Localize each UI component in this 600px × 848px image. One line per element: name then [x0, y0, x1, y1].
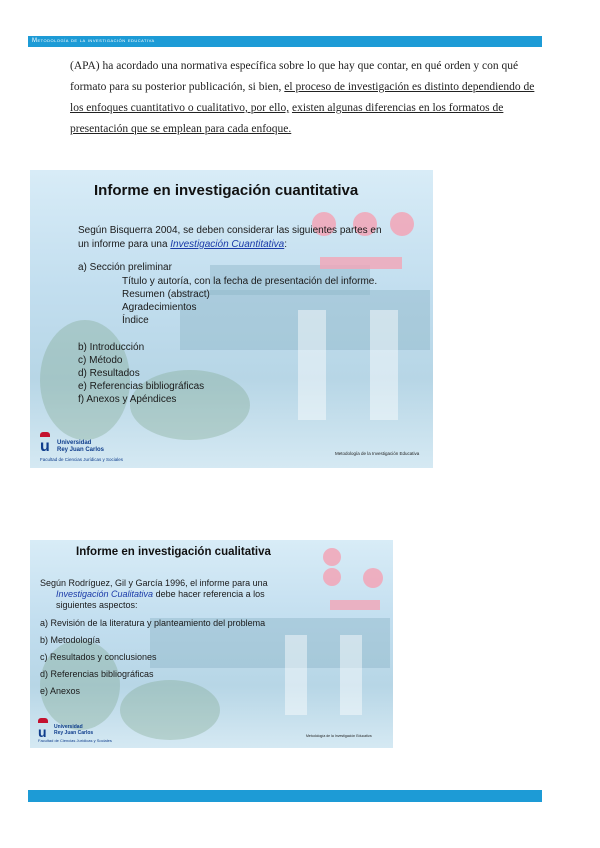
slide-title: Informe en investigación cuantitativa: [94, 182, 359, 199]
slide-footer-note: Metodología de la Investigación Educativa: [335, 451, 420, 456]
header-bar: [28, 36, 542, 47]
logo-u-graphic: [340, 635, 362, 715]
logo-u-graphic: [298, 310, 326, 420]
logo-dot: [323, 548, 341, 566]
list-item: e) Anexos: [40, 686, 81, 696]
slide-qualitative: Informe en investigación cualitativa Según Rodríguez, Gil y García 1996, el informe para una Investigación Cualitativa debe hacer referencia a los siguientes aspectos: a) Revisión de la literatura y planteamiento del problema b) Metodología c) Resultados y conclusiones d) Referencias bibliográficas e) Anexos u Universidad Rey Juan Carlos Facultad de Ciencias Jurídicas y Sociales Metodología de la Investigación Educativa: [30, 540, 393, 748]
logo-bar: [330, 600, 380, 610]
u-logo-icon: u: [38, 724, 47, 740]
logo-bar: [320, 257, 402, 269]
list-item: b) Metodología: [40, 635, 101, 645]
slide-intro-line: Según Bisquerra 2004, se deben considerar las siguientes partes en: [78, 225, 382, 236]
intro-plain: (APA) ha acordado una normativa específica sobre lo que hay que contar, en qué orden y con qué formato para su posterior publicación, si bien,: [70, 60, 519, 93]
crown-icon: [38, 718, 48, 723]
tree-graphic: [40, 320, 130, 440]
slide-footer-note: Metodología de la Investigación Educativa: [306, 734, 372, 738]
list-item: d) Referencias bibliográficas: [40, 669, 154, 679]
logo-dot: [390, 212, 414, 236]
quantitative-link[interactable]: Investigación Cuantitativa: [170, 239, 285, 250]
sub-item: Índice: [122, 315, 149, 326]
slide-intro-line: un informe para una Investigación Cuantitativa:: [78, 239, 288, 250]
footer-bar: [28, 790, 542, 802]
u-logo-icon: u: [40, 438, 50, 455]
list-item: d) Resultados: [78, 368, 140, 379]
intro-underlined-1: el proceso de investigación es distinto dependiendo de los enfoques cuantitativo o cualitativo, por ello,: [70, 81, 535, 114]
list-item: f) Anexos y Apéndices: [78, 394, 177, 405]
list-item: a) Revisión de la literatura y planteamiento del problema: [40, 618, 266, 628]
slide-intro-line: Según Rodríguez, Gil y García 1996, el informe para una: [40, 578, 268, 588]
qualitative-term: Investigación Cualitativa: [56, 589, 154, 599]
slide-quantitative: Informe en investigación cuantitativa Según Bisquerra 2004, se deben considerar las siguientes partes en un informe para una Investigación Cuantitativa: a) Sección preliminar Título y autoría, con la fecha de presentación del informe. Resumen (abstract) Agradecimientos Índice b) Introducción c) Método d) Resultados e) Referencias bibliográficas f) Anexos y Apéndices u Universidad Rey Juan Carlos Facultad de Ciencias Jurídicas y Sociales Metodología de la Investigación Educativa: [30, 170, 433, 468]
logo-dot: [363, 568, 383, 588]
intro-underlined-2: existen algunas diferencias en los formatos de presentación que se emplean para cada enfoque.: [70, 102, 504, 135]
logo-u-graphic: [370, 310, 398, 420]
slide-title: Informe en investigación cualitativa: [76, 546, 271, 558]
intro-paragraph: [70, 56, 540, 140]
tree-graphic: [120, 680, 220, 740]
section-a: a) Sección preliminar: [78, 262, 172, 273]
header-title: Metodología de la investigación educativa: [32, 38, 155, 44]
sub-item: Resumen (abstract): [122, 289, 210, 300]
logo-u-graphic: [285, 635, 307, 715]
slide-intro-line: siguientes aspectos:: [56, 600, 138, 610]
sub-item: Título y autoría, con la fecha de presentación del informe.: [122, 276, 378, 287]
logo-dot: [323, 568, 341, 586]
list-item: b) Introducción: [78, 342, 145, 353]
list-item: c) Resultados y conclusiones: [40, 652, 157, 662]
sub-item: Agradecimientos: [122, 302, 197, 313]
slide-intro-line: Investigación Cualitativa debe hacer referencia a los: [56, 589, 265, 599]
crown-icon: [40, 432, 50, 437]
list-item: c) Método: [78, 355, 123, 366]
list-item: e) Referencias bibliográficas: [78, 381, 205, 392]
